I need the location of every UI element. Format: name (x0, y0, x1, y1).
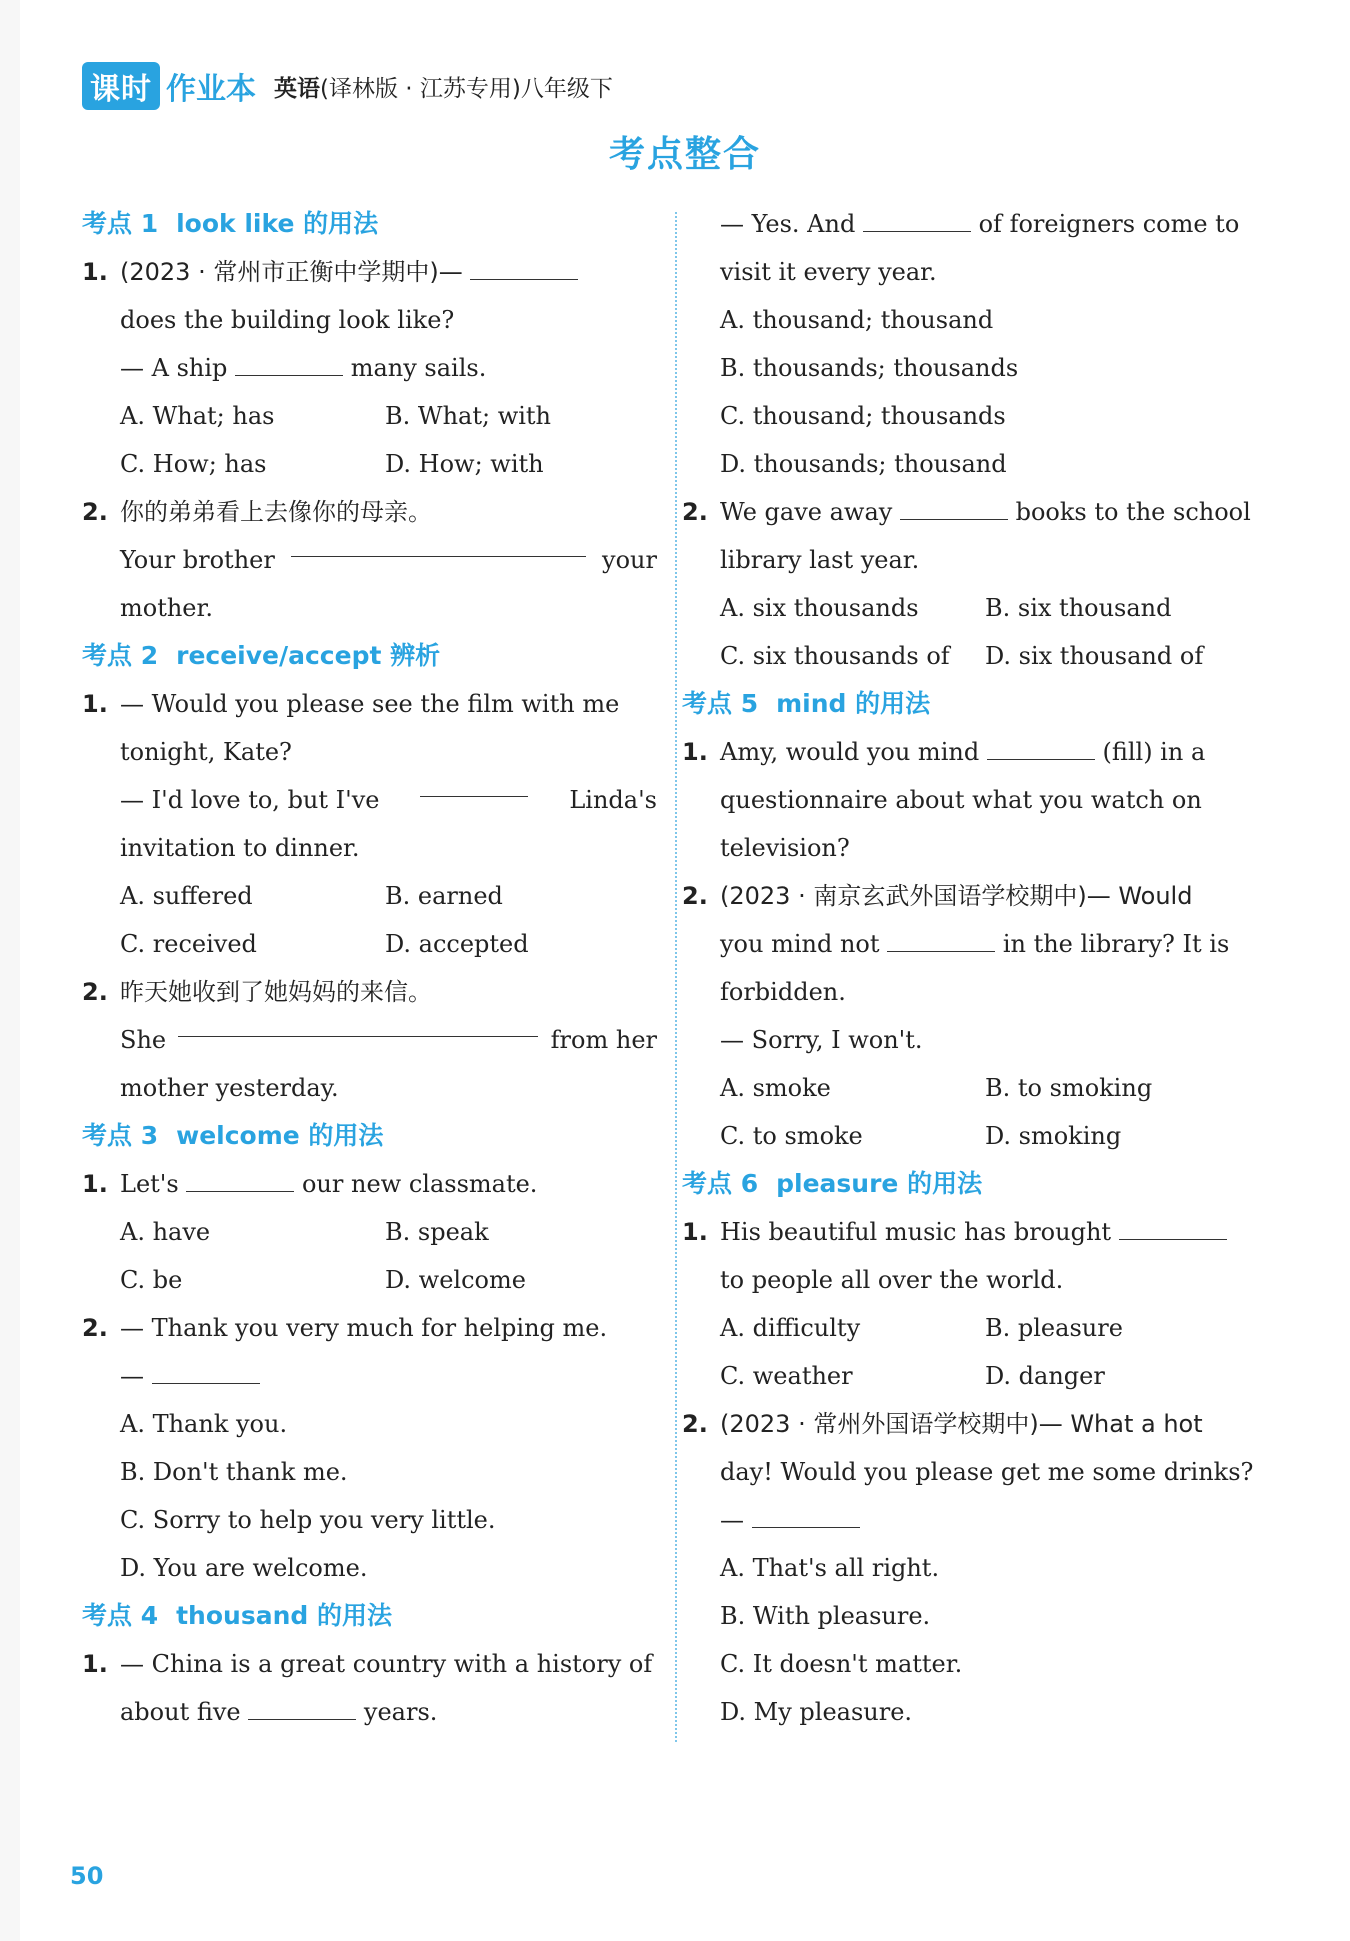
book-logo (82, 62, 256, 110)
text-line: D. accepted (385, 930, 529, 958)
text-line: does the building look like? (120, 306, 455, 334)
text-line: to people all over the world. (720, 1266, 1064, 1294)
text-line: D. six thousand of (985, 642, 1204, 670)
left-column (82, 200, 657, 1736)
text-line: B. six thousand (985, 594, 1172, 622)
text-line: 2. We gave away books to the school (720, 488, 1275, 536)
text-line: B. With pleasure. (720, 1602, 931, 1630)
question (82, 680, 657, 872)
text-line: A. What; has (120, 402, 275, 430)
logo-text: 作业本 (166, 72, 256, 107)
section-heading: 考点 5 mind 的用法 (682, 689, 931, 718)
options-row (720, 1304, 1275, 1352)
text-line: 2. 昨天她收到了她妈妈的来信。 (120, 968, 657, 1016)
text-line: D. How; with (385, 450, 544, 478)
worksheet-page (20, 0, 1350, 1941)
question (682, 488, 1275, 584)
text-line: C. thousand; thousands (720, 402, 1006, 430)
question (82, 248, 657, 392)
text-line: C. weather (720, 1362, 853, 1390)
question (82, 1160, 657, 1208)
text-line: 1. Let's our new classmate. (120, 1160, 657, 1208)
text-line: B. earned (385, 882, 503, 910)
question (682, 872, 1275, 1064)
page-number: 50 (70, 1862, 104, 1890)
question (682, 1400, 1275, 1736)
question-number: 2. (682, 1410, 708, 1438)
text-line: A. That's all right. (720, 1554, 940, 1582)
question (682, 1208, 1275, 1304)
text-line: library last year. (720, 546, 920, 574)
text-line: 2. 你的弟弟看上去像你的母亲。 (120, 488, 657, 536)
answer-blank[interactable] (752, 1507, 860, 1528)
text-line: B. pleasure (985, 1314, 1123, 1342)
text-line: D. thousands; thousand (720, 450, 1007, 478)
text-line: 1. Amy, would you mind (fill) in a (720, 728, 1275, 776)
text-line: A. difficulty (720, 1314, 861, 1342)
text-line: visit it every year. (720, 258, 937, 286)
answer-blank[interactable] (987, 739, 1095, 760)
text-line: B. What; with (385, 402, 552, 430)
text-line: 1. — China is a great country with a history of (120, 1640, 657, 1688)
question-number: 1. (682, 738, 708, 766)
text-line: questionnaire about what you watch on (720, 786, 1202, 814)
text-line: you mind not in the library? It is (720, 930, 1230, 958)
question (82, 968, 657, 1112)
options-row (82, 872, 657, 920)
text-line: — A ship many sails. (120, 354, 487, 382)
options-row (82, 1208, 657, 1256)
options-row (720, 584, 1275, 632)
section-heading: 考点 3 welcome 的用法 (82, 1121, 384, 1150)
text-line: C. be (120, 1266, 183, 1294)
text-line: A. have (120, 1218, 211, 1246)
question-number: 2. (82, 1314, 108, 1342)
answer-blank[interactable] (470, 259, 578, 280)
text-line: A. Thank you. (120, 1410, 288, 1438)
options-row (82, 920, 657, 968)
section-heading: 考点 1 look like 的用法 (82, 209, 379, 238)
question-number: 2. (682, 882, 708, 910)
column-divider (675, 212, 677, 1742)
page-title: 考点整合 (608, 134, 761, 175)
text-line: C. to smoke (720, 1122, 863, 1150)
text-line: D. You are welcome. (120, 1554, 368, 1582)
options-row (82, 1256, 657, 1304)
text-line: — I'd love to, but I've Linda's (120, 776, 657, 824)
text-line: — Yes. And of foreigners come to (720, 210, 1240, 238)
text-line: She from her (120, 1016, 657, 1064)
logo-box: 课时 (82, 62, 160, 110)
section-heading: 考点 4 thousand 的用法 (82, 1601, 392, 1630)
text-line: B. speak (385, 1218, 489, 1246)
text-line: mother. (120, 594, 213, 622)
answer-blank[interactable] (887, 931, 995, 952)
text-line: about five years. (120, 1698, 438, 1726)
text-line: invitation to dinner. (120, 834, 360, 862)
text-line: 2. (2023 · 常州外国语学校期中)— What a hot (720, 1400, 1275, 1448)
text-line: mother yesterday. (120, 1074, 339, 1102)
answer-blank[interactable] (420, 776, 528, 797)
text-line: 2. — Thank you very much for helping me. (120, 1304, 657, 1352)
text-line: A. suffered (120, 882, 253, 910)
answer-blank[interactable] (900, 499, 1008, 520)
answer-blank[interactable] (178, 1016, 538, 1037)
answer-blank[interactable] (152, 1363, 260, 1384)
question (82, 1640, 657, 1736)
text-line: B. Don't thank me. (120, 1458, 348, 1486)
text-line: D. My pleasure. (720, 1698, 913, 1726)
text-line: A. smoke (720, 1074, 831, 1102)
answer-blank[interactable] (1119, 1219, 1227, 1240)
section-heading: 考点 6 pleasure 的用法 (682, 1169, 983, 1198)
text-line: tonight, Kate? (120, 738, 292, 766)
question (682, 728, 1275, 872)
question-number: 1. (82, 1170, 108, 1198)
options-row (82, 440, 657, 488)
text-line: — (120, 1352, 657, 1400)
options-row (720, 632, 1275, 680)
text-line: D. danger (985, 1362, 1105, 1390)
question (82, 488, 657, 632)
answer-blank[interactable] (291, 536, 586, 557)
subject-line: 英语(译林版 · 江苏专用)八年级下 (274, 75, 613, 102)
text-line: A. six thousands (720, 594, 919, 622)
text-line: forbidden. (720, 978, 846, 1006)
text-line: 2. (2023 · 南京玄武外国语学校期中)— Would (720, 872, 1275, 920)
text-line: C. Sorry to help you very little. (120, 1506, 496, 1534)
text-line: C. six thousands of (720, 642, 950, 670)
question-number: 1. (82, 258, 108, 286)
text-line: C. received (120, 930, 257, 958)
options-row (720, 1352, 1275, 1400)
text-line: C. It doesn't matter. (720, 1650, 963, 1678)
text-line: C. How; has (120, 450, 267, 478)
answer-blank[interactable] (248, 1699, 356, 1720)
text-line: — Sorry, I won't. (720, 1026, 923, 1054)
text-line: 1. — Would you please see the film with me (120, 680, 657, 728)
text-line: 1. His beautiful music has brought (720, 1208, 1275, 1256)
section-heading: 考点 2 receive/accept 辨析 (82, 641, 441, 670)
question-number: 2. (82, 498, 108, 526)
question-number: 2. (682, 498, 708, 526)
answer-blank[interactable] (235, 355, 343, 376)
text-line: B. thousands; thousands (720, 354, 1019, 382)
question-number: 1. (682, 1218, 708, 1246)
answer-blank[interactable] (863, 211, 971, 232)
question-number: 1. (82, 690, 108, 718)
right-column (682, 200, 1275, 1736)
text-line: 1. (2023 · 常州市正衡中学期中)— (120, 248, 657, 296)
answer-blank[interactable] (186, 1171, 294, 1192)
text-line: — (720, 1496, 1275, 1544)
question-number: 2. (82, 978, 108, 1006)
question (82, 1304, 657, 1592)
text-line: A. thousand; thousand (720, 306, 994, 334)
text-line: B. to smoking (985, 1074, 1153, 1102)
options-row (82, 392, 657, 440)
options-row (720, 1112, 1275, 1160)
text-line: Your brother your (120, 536, 657, 584)
text-line: D. welcome (385, 1266, 526, 1294)
text-line: D. smoking (985, 1122, 1122, 1150)
question-number: 1. (82, 1650, 108, 1678)
page-header (82, 64, 613, 108)
text-line: television? (720, 834, 850, 862)
options-row (720, 1064, 1275, 1112)
text-line: day! Would you please get me some drinks? (720, 1458, 1254, 1486)
